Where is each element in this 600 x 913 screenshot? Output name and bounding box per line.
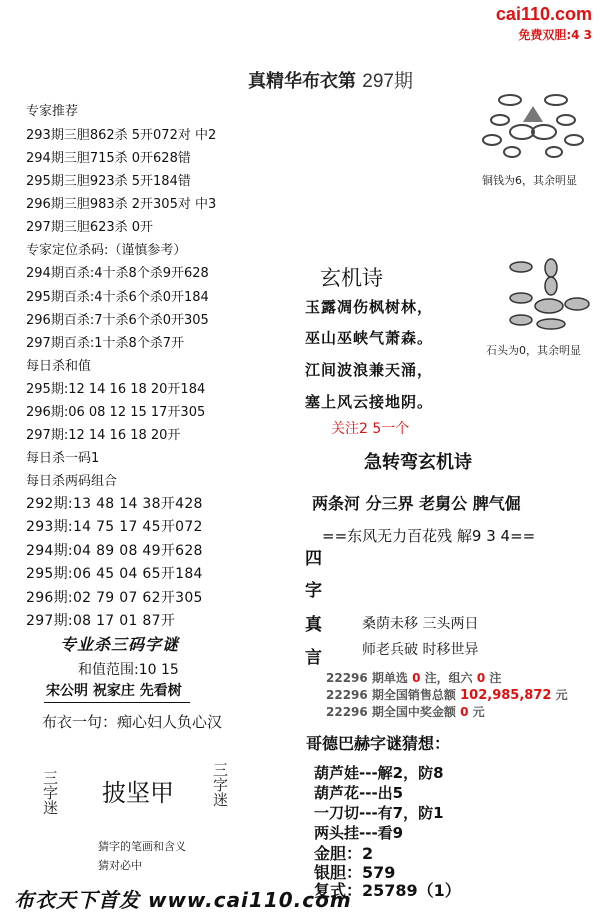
stat-group-count: 0 (476, 671, 486, 685)
poem-line: 塞上风云接地阴。 (305, 393, 434, 411)
stat-sales (326, 686, 568, 703)
stone-shape (545, 277, 557, 295)
stat-sales-value: 102,985,872 (460, 688, 552, 703)
sum-line: 297期:12 14 16 18 20开 (26, 428, 181, 443)
coin-shape (491, 115, 509, 125)
pair-line: 297期:08 17 01 87开 (26, 613, 176, 629)
coin-shape (546, 147, 562, 157)
sum-line: 295期:12 14 16 18 20开184 (26, 382, 206, 397)
stat-single-label: 22296 期单选 (326, 671, 408, 685)
multi-pick: 复式：25789（1） (314, 881, 461, 900)
kill-three-riddle-stamp: 专业杀三码字谜 (60, 635, 180, 654)
stone-shape (545, 259, 557, 277)
expert-line: 296期三胆983杀 2开305对 中3 (26, 197, 217, 212)
east-wind-line: ==东风无力百花残 解9 3 4== (322, 527, 536, 545)
sum-heading: 每日杀和值 (26, 359, 92, 374)
stone-shape (537, 319, 565, 329)
stat-sales-label: 22296 期全国销售总额 (326, 688, 456, 702)
position-heading: 专家定位杀码:（谨慎参考） (26, 243, 187, 258)
hint-strokes: 猜字的笔画和含义 (98, 840, 186, 853)
truth-line-1: 桑荫未移 三头两日 (362, 616, 479, 632)
stat-prize (326, 703, 485, 720)
stone-shape (510, 262, 532, 272)
focus-numbers: 关注2 5一个 (331, 421, 410, 437)
stone-shape (510, 293, 532, 303)
stat-single-count: 0 (412, 671, 421, 685)
coin-figure-illustration (478, 92, 588, 166)
riddle-line: 葫芦花---出5 (314, 784, 404, 802)
hint-win: 猜对必中 (98, 859, 142, 872)
one-line-hint: 布衣一句：痴心妇人负心汉 (42, 713, 223, 731)
stone-shape (535, 299, 563, 313)
page-title-main: 真精华布衣第 (248, 71, 356, 92)
truth-line-2: 师老兵破 时移世异 (362, 642, 479, 658)
puzzle-answer: 披坚甲 (102, 779, 174, 807)
stat-group-label: 注，组六 (424, 671, 473, 685)
page-title (248, 66, 413, 93)
sum-range: 和值范围:10 15 (78, 662, 179, 678)
stone-caption: 石头为0，其余明显 (486, 344, 581, 357)
sum-line: 296期:06 08 12 15 17开305 (26, 405, 206, 420)
puzzle-right-label: 三字迷 (211, 762, 229, 807)
coin-shape (499, 95, 521, 105)
position-line: 296期百杀:7十杀6个杀0开305 (26, 313, 209, 328)
pair-line: 296期:02 79 07 62开305 (26, 590, 203, 606)
poem-title: 玄机诗 (320, 266, 383, 290)
stone-figure-illustration (505, 258, 597, 332)
pair-line: 295期:06 45 04 65开184 (26, 566, 203, 582)
expert-line: 293期三胆862杀 5开072对 中2 (26, 128, 217, 143)
expert-line: 294期三胆715杀 0开628错 (26, 151, 191, 166)
expert-line: 295期三胆923杀 5开184错 (26, 174, 191, 189)
riddle-line: 两头挂---看9 (314, 824, 404, 842)
silver-pick: 银胆：579 (314, 863, 396, 882)
name-clues: 宋公明 祝家庄 先看树 (44, 680, 190, 703)
four-char-label-3: 真 (305, 615, 322, 635)
coin-center-shape (523, 106, 543, 122)
stat-unit: 注 (489, 671, 502, 685)
expert-line: 297期三胆623杀 0开 (26, 220, 154, 235)
site-logo[interactable]: cai110.com (495, 4, 592, 24)
four-char-label-2: 字 (305, 581, 322, 601)
pair-line: 294期:04 89 08 49开628 (26, 543, 203, 559)
pair-line: 292期:13 48 14 38开428 (26, 496, 203, 512)
stat-single (326, 669, 501, 686)
coin-shape (532, 125, 556, 139)
stat-sales-unit: 元 (555, 688, 568, 702)
coin-shape (483, 135, 501, 145)
poem-line: 江间波浪兼天涌， (305, 361, 434, 379)
poem-line: 玉露凋伤枫树林， (305, 298, 434, 316)
stat-prize-label: 22296 期全国中奖金额 (326, 705, 456, 719)
stone-shape (565, 298, 589, 310)
pair-heading: 每日杀两码组合 (26, 474, 118, 489)
four-char-label-1: 四 (305, 549, 322, 569)
brain-teaser-line: 两条河 分三界 老舅公 脾气倔 (312, 494, 521, 513)
coin-shape (557, 115, 575, 125)
stat-prize-value: 0 (460, 705, 469, 719)
riddle-line: 葫芦娃---解2，防8 (314, 764, 444, 782)
stat-prize-unit: 元 (472, 705, 485, 719)
footer-banner[interactable]: 布衣天下首发 www.cai110.com (14, 888, 352, 912)
brain-teaser-title: 急转弯玄机诗 (364, 452, 472, 473)
poem-line: 巫山巫峡气萧森。 (305, 329, 434, 347)
coin-shape (504, 147, 520, 157)
coin-shape (545, 95, 567, 105)
riddle-title: 哥德巴赫字谜猜想： (306, 734, 451, 753)
position-line: 294期百杀:4十杀8个杀9开628 (26, 266, 209, 281)
page-title-issue: 297期 (362, 71, 413, 92)
coin-caption: 铜钱为6，其余明显 (482, 174, 577, 187)
four-char-label-4: 言 (305, 648, 322, 668)
position-line: 295期百杀:4十杀6个杀0开184 (26, 290, 209, 305)
free-pick-label: 免费双胆:4 3 (518, 28, 592, 42)
kill-one-code: 每日杀一码1 (26, 451, 100, 466)
position-line: 297期百杀:1十杀8个杀7开 (26, 336, 185, 351)
coin-shape (565, 135, 583, 145)
gold-pick: 金胆：2 (314, 844, 374, 863)
stone-shape (510, 315, 532, 325)
riddle-line: 一刀切---有7，防1 (314, 804, 444, 822)
puzzle-left-label: 三字迷 (41, 770, 59, 815)
pair-line: 293期:14 75 17 45开072 (26, 519, 203, 535)
coin-shape (510, 125, 534, 139)
expert-heading: 专家推荐 (26, 104, 79, 119)
